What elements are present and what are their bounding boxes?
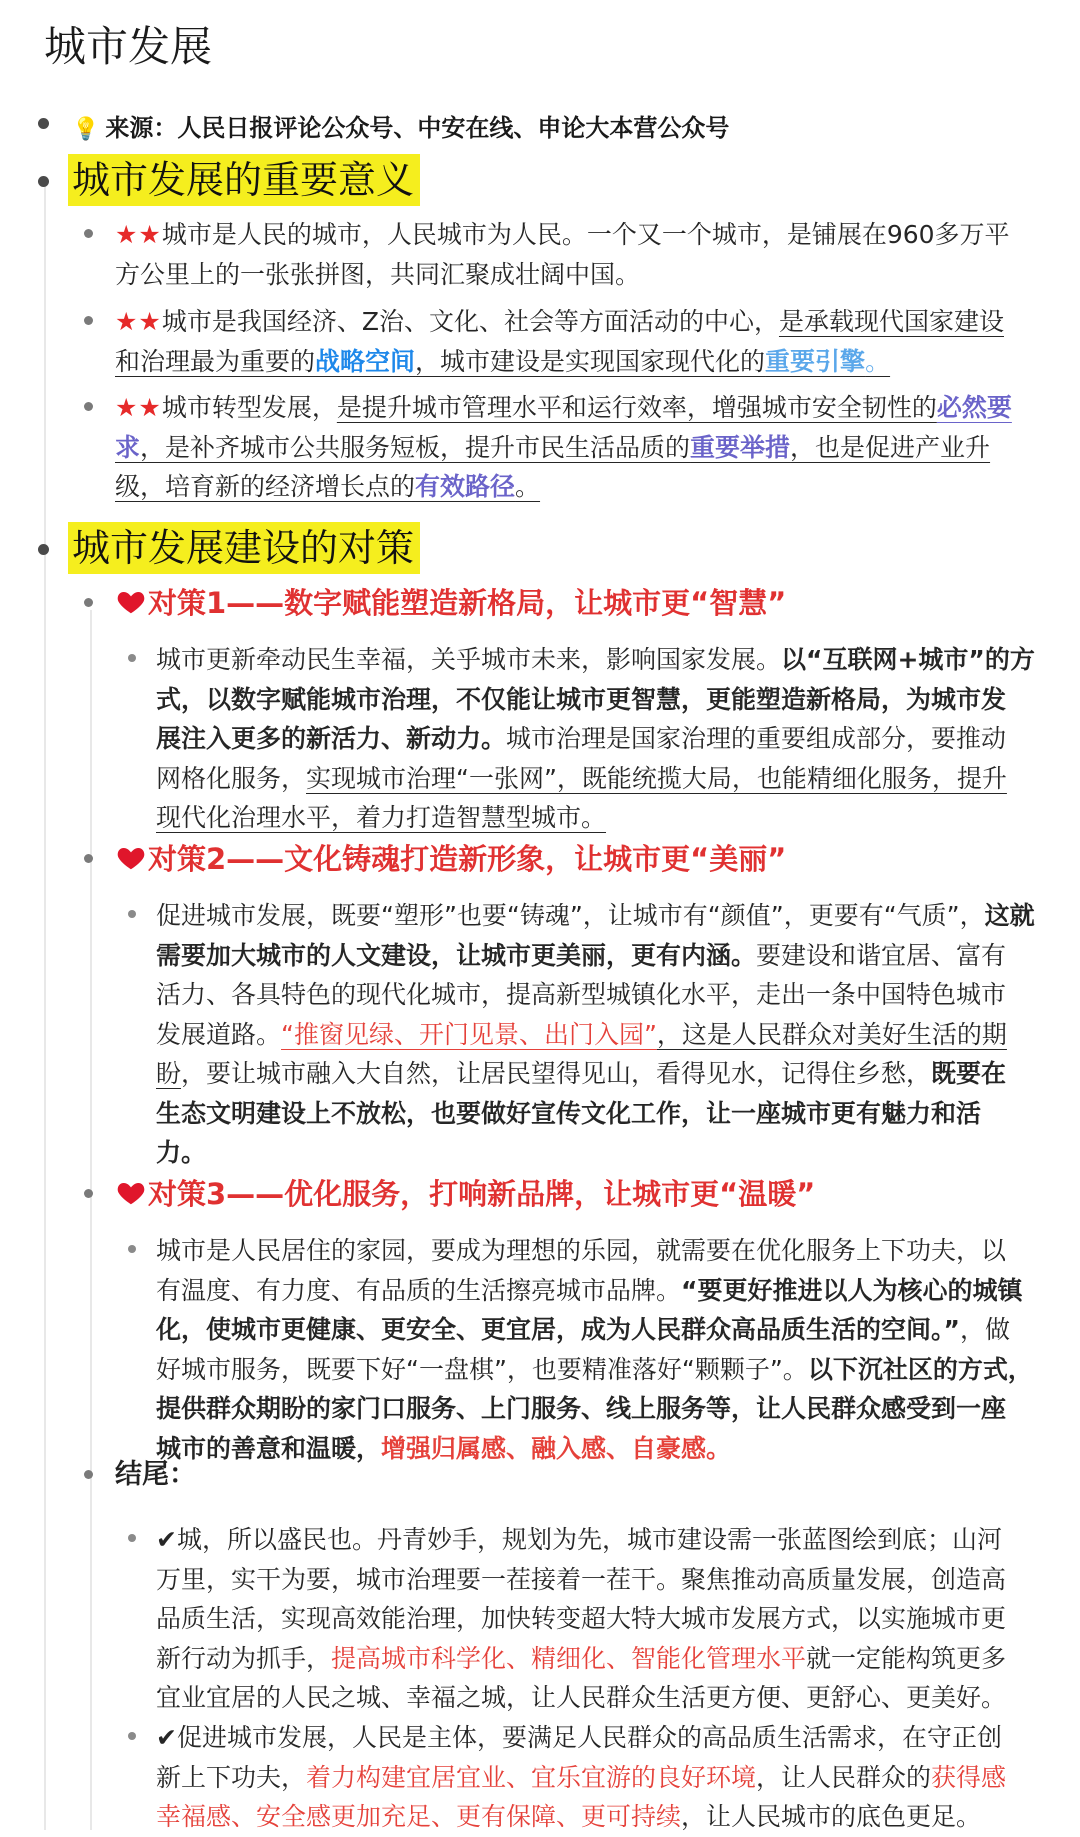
text-line: 新行动为抓手， (156, 1643, 332, 1673)
bullet (84, 1189, 93, 1198)
text-line: ，让人民城市的底色更足。 (681, 1802, 982, 1831)
bold-text: 城市的善意和温暖， (156, 1433, 382, 1463)
highlight-keyword: 求 (115, 432, 141, 462)
strategy-1-body (156, 640, 1035, 838)
source-text: 来源：人民日报评论公众号、中安在线、申论大本营公众号 (105, 114, 730, 142)
bullet (84, 854, 93, 863)
underlined-text: 和治理最为重要的 (115, 346, 316, 376)
heart-icon (116, 587, 146, 617)
underlined-text: ，也是促进产业升 (790, 432, 991, 462)
text-line: 城市治理是国家治理的重要组成部分，要推动 (506, 724, 1007, 753)
bullet (128, 910, 136, 918)
bold-text: 力。 (156, 1138, 207, 1167)
underlined-text: 是提升城市管理水平和运行效率，增强城市安全韧性的 (336, 393, 937, 422)
strategy-title (116, 1172, 815, 1213)
text-line: 万里，实干为要，城市治理要一茬接着一茬干。聚焦推动高质量发展，创造高 (156, 1564, 1007, 1594)
bold-text: 生态文明建设上不放松，也要做好宣传文化工作，让一座城市更有魅力和活 (156, 1098, 982, 1128)
text-line: 城市是人民居住的家园，要成为理想的乐园，就需要在优化服务上下功夫，以 (156, 1236, 1007, 1265)
source-line (72, 108, 729, 143)
strategy-2-body (156, 896, 1035, 1173)
bullet (84, 229, 93, 238)
underlined-text: 。 (515, 472, 541, 501)
red-highlight: 增强归属感、融入感、自豪感。 (381, 1433, 732, 1463)
text-line: 促进城市发展，人民是主体，要满足人民群众的高品质生活需求，在守正创 (176, 1723, 1002, 1752)
strategy-title-text: 对策3——优化服务，打响新品牌，让城市更“温暖” (148, 1177, 816, 1211)
bold-text: 以“互联网+城市”的方 (781, 645, 1035, 674)
star-rating: ★★ (115, 307, 162, 336)
underlined-text: ，是补齐城市公共服务短板，提升市民生活品质的 (140, 432, 691, 462)
text-line: ，要让城市融入大自然，让居民望得见山，看得见水，记得住乡愁， (181, 1059, 932, 1088)
bold-text: 展注入更多的新活力、新动力。 (156, 724, 507, 753)
strategy-3-body (156, 1231, 1033, 1468)
highlight-keyword: 战略空间 (315, 346, 416, 376)
bold-text: 化，使城市更健康、更安全、更宜居，成为人民群众高品质生活的空间。” (156, 1315, 960, 1344)
text-line: 城市转型发展， (161, 393, 337, 422)
text-line: 品质生活，实现高效能治理，加快转变超大特大城市发展方式，以实施城市更 (156, 1604, 1007, 1633)
red-highlight: 幸福感、安全感更加充足、更有保障、更可持续 (156, 1802, 682, 1831)
bullet (38, 118, 49, 129)
underlined-text: 盼 (156, 1059, 182, 1088)
bullet (128, 1732, 136, 1740)
text-line: ，让人民群众的 (756, 1762, 932, 1792)
ending-paragraph-1 (156, 1520, 1006, 1718)
bold-text: 提供群众期盼的家门口服务、上门服务、线上服务等，让人民群众感受到一座 (156, 1394, 1007, 1423)
bold-text: “要更好推进以人为核心的城镇 (681, 1275, 1023, 1305)
section-heading: 城市发展的重要意义 (68, 154, 420, 206)
significance-item-2 (115, 302, 1004, 381)
underlined-text: ，这是人民群众对美好生活的期 (656, 1019, 1007, 1049)
bold-text: 这就 (984, 901, 1035, 930)
text-line: 宜业宜居的人民之城、幸福之城，让人民群众生活更方便、更舒心、更美好。 (156, 1683, 1007, 1712)
bold-text: 式，以数字赋能城市治理，不仅能让城市更智慧，更能塑造新格局，为城市发 (156, 684, 1007, 714)
text-line: 有温度、有力度、有品质的生活擦亮城市品牌。 (156, 1275, 682, 1305)
significance-item-1 (115, 215, 1010, 294)
check-icon: ✔ (156, 1525, 177, 1554)
underlined-text: 是承载现代国家建设 (778, 307, 1004, 336)
heart-icon (116, 843, 146, 873)
text-line: 发展道路。 (156, 1019, 282, 1049)
heart-icon (116, 1178, 146, 1208)
bullet (128, 654, 136, 662)
text-line: 就一定能构筑更多 (806, 1643, 1007, 1673)
text-line: 活力、各具特色的现代化城市，提高新型城镇化水平，走出一条中国特色城市 (156, 980, 1007, 1009)
bullet (84, 402, 93, 411)
star-rating: ★★ (115, 393, 162, 422)
highlight-keyword: 重要引擎 (765, 346, 866, 376)
red-highlight: 提高城市科学化、精细化、智能化管理水平 (331, 1643, 807, 1673)
text-line: 要建设和谐宜居、富有 (756, 940, 1007, 970)
red-highlight: 着力构建宜居宜业、宜乐宜游的良好环境 (306, 1762, 757, 1792)
text-line: 城市是我国经济、Z治、文化、社会等方面活动的中心， (161, 307, 779, 336)
text-line: 好城市服务，既要下好“一盘棋”，也要精准落好“颗颗子”。 (156, 1354, 808, 1384)
bold-text: 需要加大城市的人文建设，让城市更美丽，更有内涵。 (156, 940, 757, 970)
red-highlight: “推窗见绿、开门见景、出门入园” (281, 1019, 657, 1049)
bullet (38, 176, 49, 187)
bullet (84, 1470, 93, 1479)
underlined-text: 级，培育新的经济增长点的 (115, 472, 416, 501)
ending-paragraph-2 (156, 1718, 1006, 1837)
bullet (128, 1534, 136, 1542)
ending-label: 结尾： (115, 1459, 196, 1490)
bold-text: 既要在 (931, 1059, 1007, 1088)
star-rating: ★★ (115, 220, 162, 249)
text-line: 方公里上的一张张拼图，共同汇聚成壮阔中国。 (115, 259, 641, 289)
section-heading: 城市发展建设的对策 (68, 522, 420, 574)
text-line: 促进城市发展，既要“塑形”也要“铸魂”，让城市有“颜值”，更要有“气质”， (156, 901, 985, 930)
bold-text: 以下沉社区的方式， (807, 1354, 1033, 1384)
text-line: 新上下功夫， (156, 1762, 307, 1792)
highlight-keyword: 有效路径 (415, 472, 516, 501)
bullet (128, 1245, 136, 1253)
bullet (38, 544, 49, 555)
text-line: 城市更新牵动民生幸福，关乎城市未来，影响国家发展。 (156, 645, 782, 674)
underlined-text: 实现城市治理“一张网”，既能统揽大局，也能精细化服务，提升 (306, 763, 1007, 793)
check-icon: ✔ (156, 1723, 177, 1752)
bullet (84, 316, 93, 325)
strategy-title (116, 581, 786, 622)
text-line: 网格化服务， (156, 763, 307, 793)
significance-item-3 (115, 388, 1012, 507)
text-line: ，做 (959, 1315, 1010, 1344)
indent-guide (44, 180, 46, 1830)
strategy-title-text: 对策2——文化铸魂打造新形象，让城市更“美丽” (148, 842, 787, 876)
text-line: 城，所以盛民也。丹青妙手，规划为先，城市建设需一张蓝图绘到底；山河 (176, 1525, 1002, 1554)
underlined-text: ，城市建设是实现国家现代化的 (415, 346, 766, 376)
highlight-keyword: 重要举措 (690, 432, 791, 462)
highlight-keyword: 必然要 (936, 393, 1012, 422)
red-highlight: 获得感 (931, 1762, 1007, 1792)
strategy-title-text: 对策1——数字赋能塑造新格局，让城市更“智慧” (148, 586, 787, 620)
text-line: 城市是人民的城市，人民城市为人民。一个又一个城市，是铺展在960多万平 (161, 220, 1010, 249)
underlined-text: 现代化治理水平，着力打造智慧型城市。 (156, 803, 607, 832)
bullet (84, 598, 93, 607)
page-title: 城市发展 (44, 22, 213, 71)
indent-guide (90, 610, 92, 1830)
punctuation: 。 (865, 346, 891, 376)
strategy-title (116, 837, 786, 878)
lightbulb-icon: 💡 (72, 117, 100, 142)
